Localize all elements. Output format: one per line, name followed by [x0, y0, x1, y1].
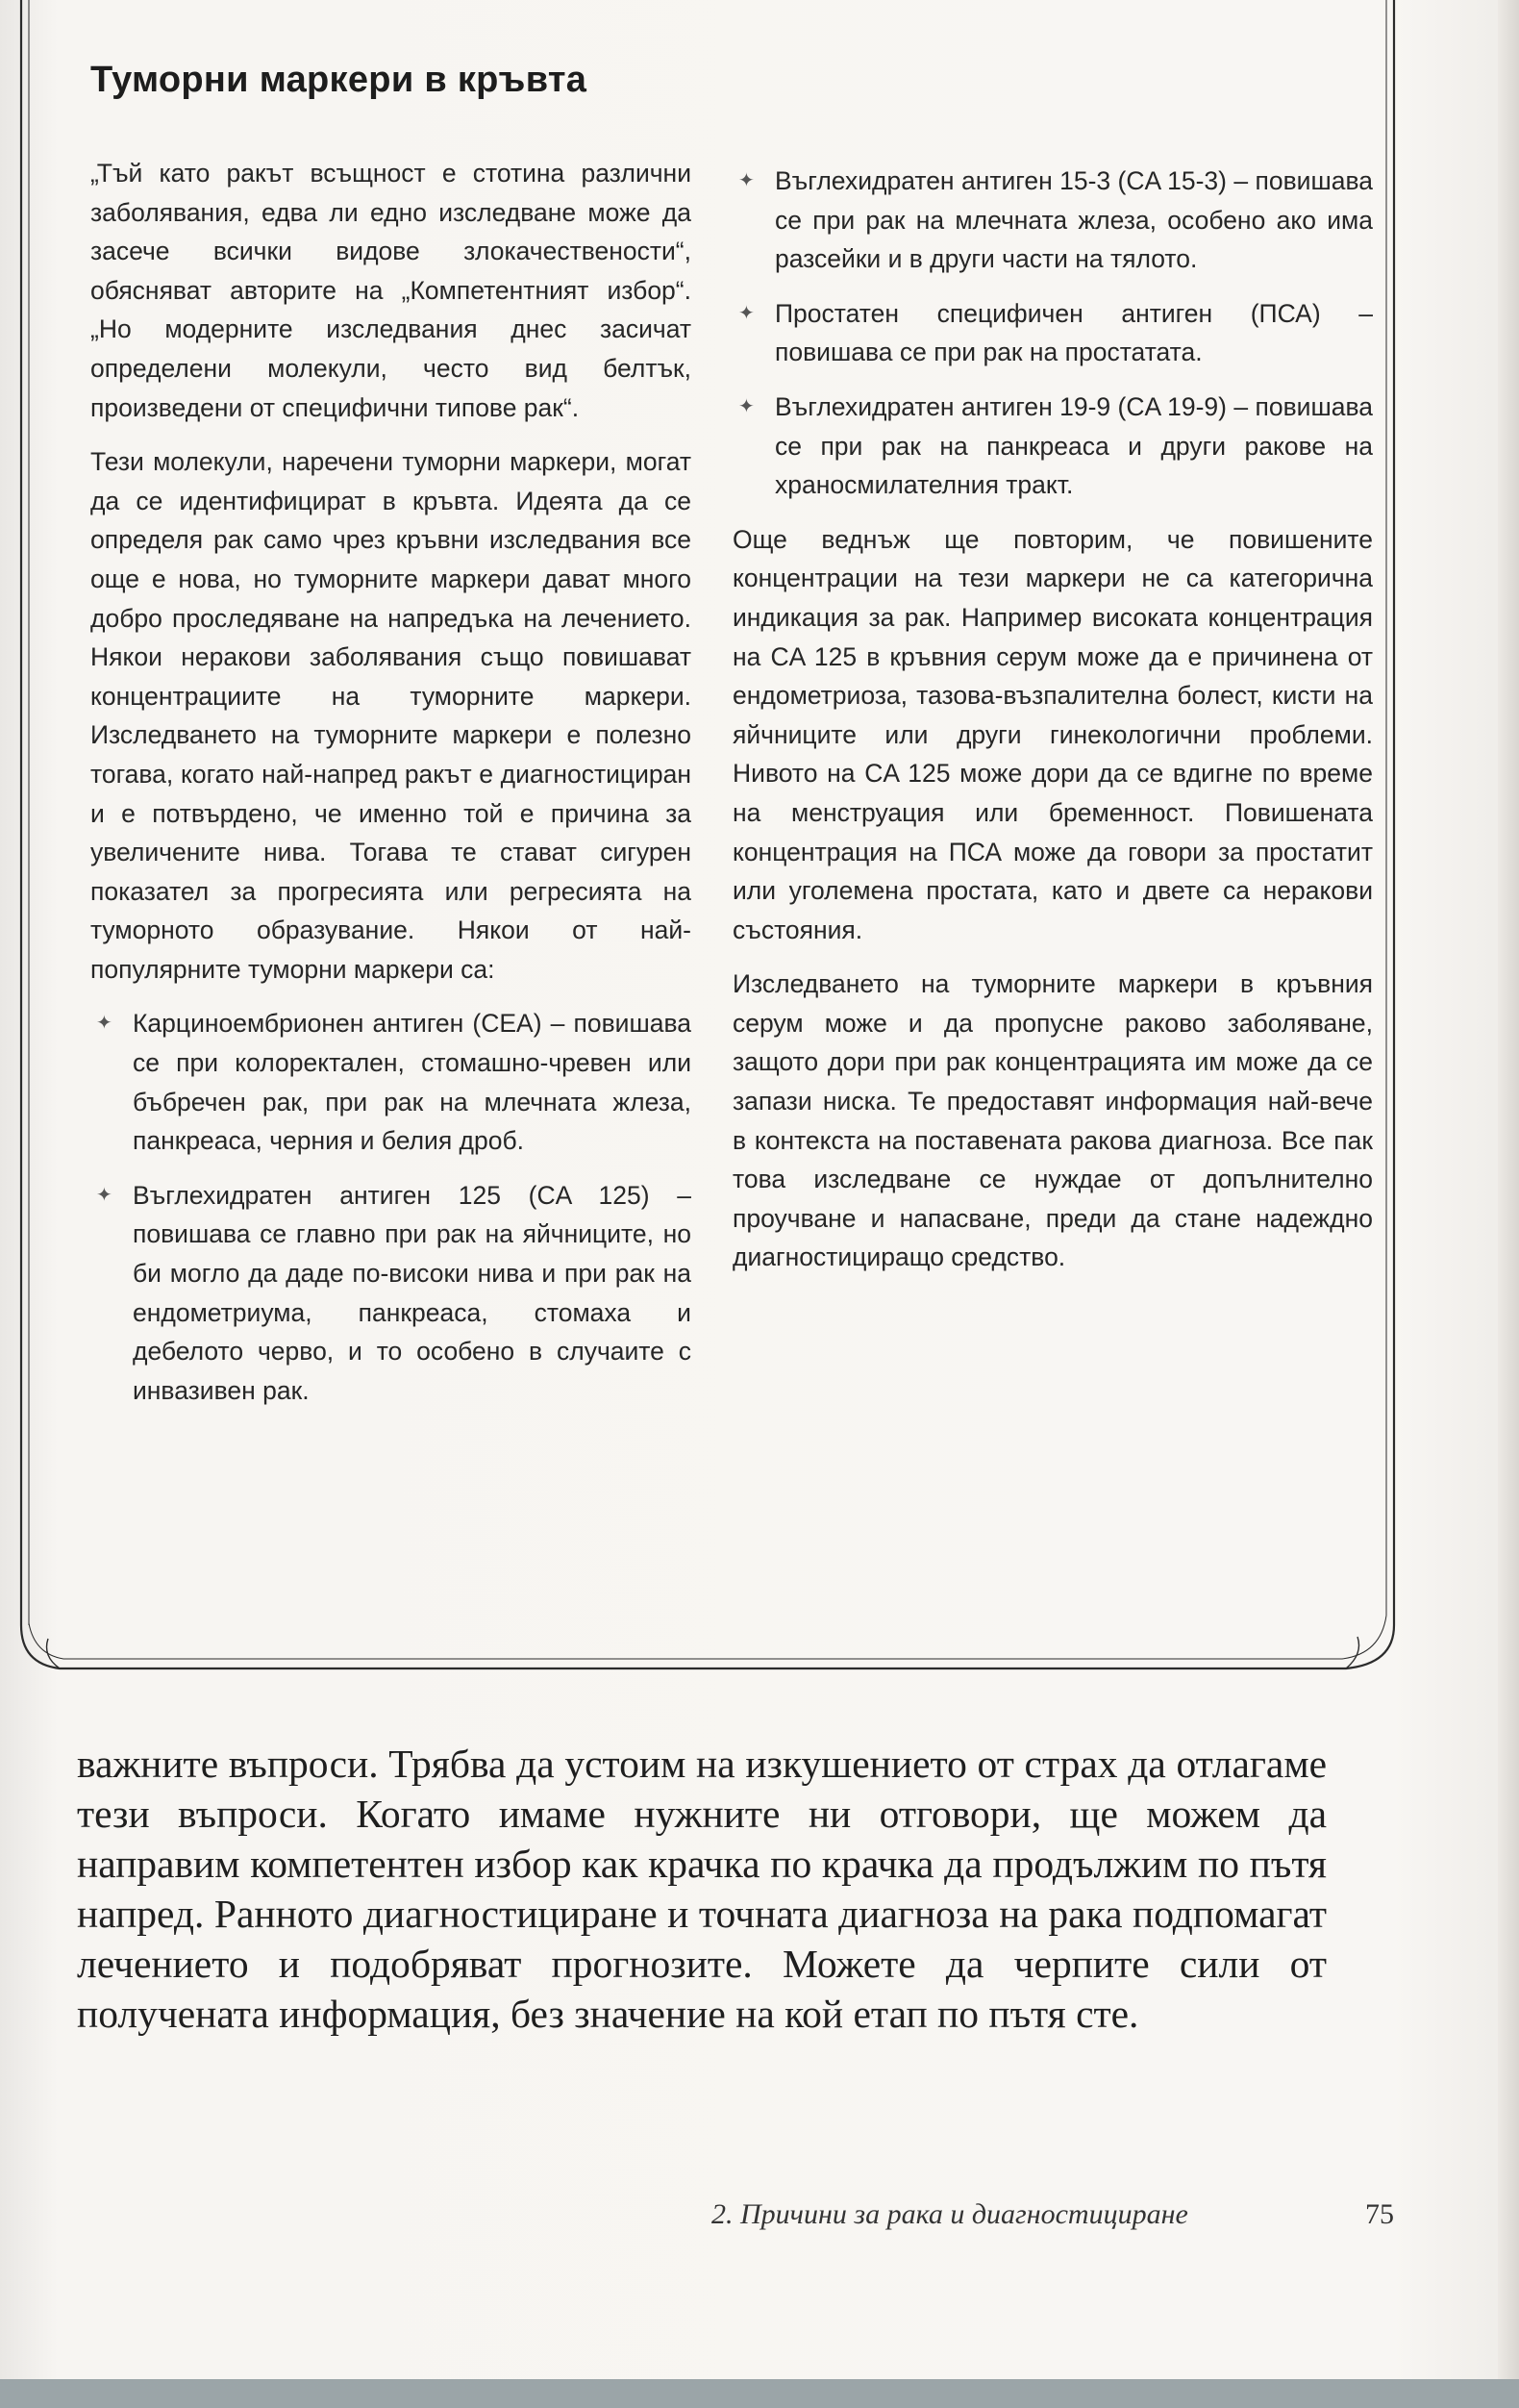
- main-body-text: [77, 1739, 1327, 2039]
- list-item: [733, 162, 1373, 279]
- list-item-text: Простатен специфичен антиген (ПСА) – повишава се при рак на простатата.: [775, 298, 1373, 367]
- page-edge: [1498, 0, 1519, 2408]
- diamond-bullet-icon: ✦: [738, 170, 755, 191]
- body-paragraph: важните въпроси. Трябва да устоим на изкушението от страх да отлагаме тези въпроси. Когато имаме нужните ни отговори, ще можем да направим компетентен избор как крачка по крачка да продължим по пътя напред. Ранното диагностициране и точната диагноза на рака подпомагат лечението и подобряват прогнозите. Можете да черпите сили от получената информация, без значение на кой етап по пътя сте.: [77, 1742, 1327, 2036]
- paragraph: „Тъй като ракът всъщност е стотина различни заболявания, едва ли едно изследване може да засече всички видове злокачествености“, обясняват авторите на „Компетентният избор“. „Но модерните изследвания днес засичат определени молекули, често вид белтък, произведени от специфични типове рак“.: [90, 159, 691, 422]
- sidebar-left-column: [90, 154, 691, 1425]
- paragraph: Изследването на туморните маркери в кръвния серум може и да пропусне раково заболяване, защото дори при рак концентрацията им може да се запази ниска. Те предоставят информация най-вече в контекста на поставената ракова диагноза. Все пак това изследване се нуждае от допълнително проучване и напасване, преди да стане надеждно диагностициращо средство.: [733, 969, 1373, 1272]
- diamond-bullet-icon: ✦: [96, 1184, 112, 1206]
- diamond-bullet-icon: ✦: [738, 302, 755, 324]
- marker-list: [733, 162, 1373, 505]
- diamond-bullet-icon: ✦: [738, 395, 755, 417]
- list-item-text: Въглехидратен антиген 19-9 (CA 19-9) – повишава се при рак на панкреаса и други ракове на храносмилателния тракт.: [775, 391, 1373, 500]
- paragraph: Още веднъж ще повторим, че повишените концентрации на тези маркери не са категорична индикация за рак. Например високата концентрация на CA 125 в кръвния серум може да е причинена от ендометриоза, тазова-възпалителна болест, кисти на яйчниците или други гинекологични проблеми. Нивото на CA 125 може дори да се вдигне по време на менструация или бременност. Повишената концентрация на ПСА може да говори за простатит или уголемена простата, като и двете са неракови състояния.: [733, 524, 1373, 944]
- sidebar-title: Туморни маркери в кръвта: [90, 60, 587, 100]
- list-item: [733, 294, 1373, 372]
- marker-list: [90, 1004, 691, 1410]
- running-footer-chapter: 2. Причини за рака и диагностициране: [711, 2198, 1188, 2230]
- scan-bottom-strip: [0, 2379, 1519, 2408]
- list-item: [90, 1004, 691, 1160]
- page-number: 75: [1365, 2198, 1394, 2230]
- list-item-text: Въглехидратен антиген 15-3 (CA 15-3) – повишава се при рак на млечната жлеза, особено ако има разсейки и в други части на тялото.: [775, 166, 1373, 274]
- diamond-bullet-icon: ✦: [96, 1013, 112, 1035]
- list-item-text: Карциноембрионен антиген (CEA) – повишава се при колоректален, стомашно-чревен или бъбречен рак, при рак на млечната жлеза, панкреаса, черния и белия дроб.: [133, 1009, 691, 1156]
- list-item-text: Въглехидратен антиген 125 (CA 125) – повишава се главно при рак на яйчниците, но би могло да даде по-високи нива и при рак на ендометриума, панкреаса, стомаха и дебелото черво, и то особено в случаите с инвазивен рак.: [133, 1180, 691, 1405]
- list-item: [733, 388, 1373, 505]
- sidebar-right-column: [733, 162, 1373, 1292]
- list-item: [90, 1176, 691, 1411]
- sidebar-box: [37, 0, 1394, 1635]
- paragraph: Тези молекули, наречени туморни маркери, могат да се идентифицират в кръвта. Идеята да се определя рак само чрез кръвни изследвания все още е нова, но туморните маркери дават много добро проследяване на напредъка на лечението. Някои неракови заболявания също повишават концентрациите на туморните маркери. Изследването на туморните маркери е полезно тогава, когато най-напред ракът е диагностициран и е потвърдено, че именно той е причина за увеличените нива. Тогава те стават сигурен показател за прогресията или регресията на туморното образувание. Някои от най-популярните туморни маркери са:: [90, 447, 691, 984]
